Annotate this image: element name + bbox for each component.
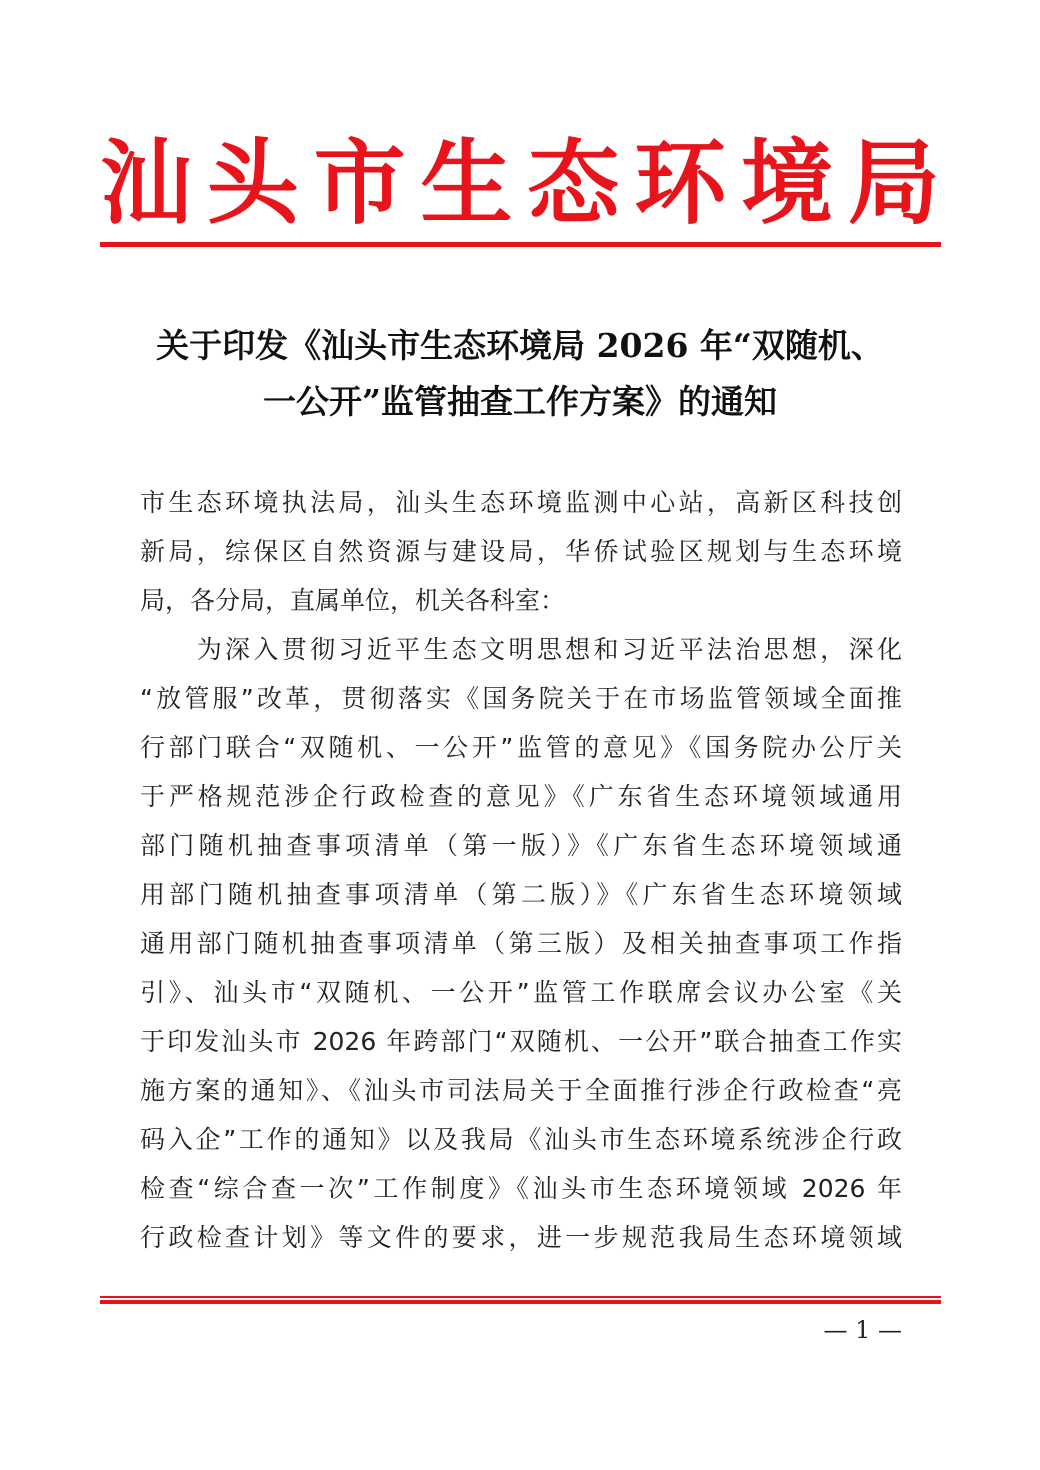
body-line: 部门随机抽查事项清单（第一版）》《广东省生态环境领域通 (140, 831, 902, 860)
footer-divider (100, 1300, 941, 1304)
body-line: 于严格规范涉企行政检查的意见》《广东省生态环境领域通用 (140, 782, 902, 811)
masthead-char: 局 (847, 129, 940, 237)
body-line: 于印发汕头市 2026 年跨部门“双随机、一公开”联合抽查工作实 (140, 1027, 902, 1056)
masthead-divider (100, 242, 941, 247)
masthead-char: 环 (634, 129, 727, 237)
body-line: 用部门随机抽查事项清单（第二版）》《广东省生态环境领域 (140, 880, 902, 909)
body-line: 通用部门随机抽查事项清单（第三版）及相关抽查事项工作指 (140, 929, 902, 958)
masthead-char: 汕 (100, 129, 193, 237)
body-line: 行部门联合“双随机、一公开”监管的意见》《国务院办公厅关 (140, 733, 902, 762)
body-line: 施方案的通知》、《汕头市司法局关于全面推行涉企行政检查“亮 (140, 1076, 902, 1105)
body-line: 检查“综合查一次”工作制度》《汕头市生态环境领域 2026 年 (140, 1174, 902, 1203)
body-line: 局，各分局，直属单位，机关各科室： (140, 586, 566, 615)
masthead-title (100, 128, 940, 238)
document-title (110, 318, 930, 430)
footer-divider-thin (100, 1296, 941, 1298)
body-line: 新局，综保区自然资源与建设局，华侨试验区规划与生态环境 (140, 537, 902, 566)
masthead-char: 头 (206, 129, 299, 237)
masthead-char: 境 (741, 129, 834, 237)
body-line: 为深入贯彻习近平生态文明思想和习近平法治思想，深化 (140, 635, 902, 664)
body-line: “放管服”改革，贯彻落实《国务院关于在市场监管领域全面推 (140, 684, 902, 713)
document-body (140, 478, 902, 1262)
body-line: 行政检查计划》等文件的要求，进一步规范我局生态环境领域 (140, 1223, 902, 1252)
body-line: 引》、汕头市“双随机、一公开”监管工作联席会议办公室《关 (140, 978, 902, 1007)
masthead-char: 态 (527, 129, 620, 237)
masthead-char: 生 (420, 129, 513, 237)
title-line-2: 一公开”监管抽查工作方案》的通知 (263, 382, 777, 421)
masthead-char: 市 (313, 129, 406, 237)
page-number: — 1 — (823, 1316, 902, 1344)
title-line-1: 关于印发《汕头市生态环境局 2026 年“双随机、 (156, 326, 884, 365)
body-line: 码入企”工作的通知》以及我局《汕头市生态环境系统涉企行政 (140, 1125, 902, 1154)
body-line: 市生态环境执法局，汕头生态环境监测中心站，高新区科技创 (140, 488, 902, 517)
